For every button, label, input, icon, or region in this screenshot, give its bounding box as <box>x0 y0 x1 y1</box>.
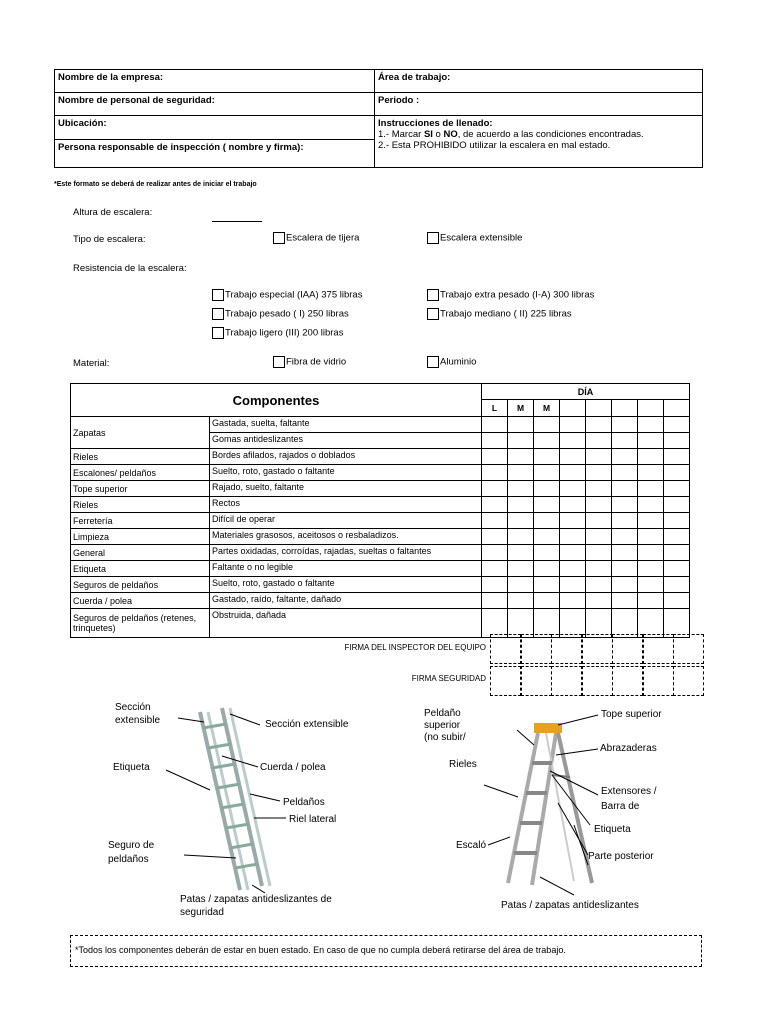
day-check-cell[interactable] <box>612 433 638 449</box>
r3-option[interactable]: Trabajo pesado ( I) 250 libras <box>212 308 349 320</box>
responsable-cell[interactable]: Persona responsable de inspección ( nombre y firma): <box>55 140 375 168</box>
component-name: Cuerda / polea <box>71 593 210 609</box>
day-check-cell[interactable] <box>664 497 690 513</box>
instrucciones-cell: Instrucciones de llenado: 1.- Marcar SI o NO, de acuerdo a las condiciones encontradas. 2.- Esta PROHIBIDO utilizar la escalera en mal estado. <box>375 116 703 168</box>
ubicacion-cell[interactable]: Ubicación: <box>55 116 375 140</box>
day-check-cell[interactable] <box>508 561 534 577</box>
patas-right-label: Patas / zapatas antideslizantes <box>501 900 639 911</box>
dia-header: DÍA <box>482 384 690 400</box>
day-check-cell[interactable] <box>612 561 638 577</box>
fibra-checkbox[interactable] <box>273 356 285 368</box>
day-check-cell[interactable] <box>586 529 612 545</box>
day-check-cell[interactable] <box>664 417 690 433</box>
day-check-cell[interactable] <box>638 449 664 465</box>
day-check-cell[interactable] <box>638 545 664 561</box>
day-check-cell[interactable] <box>586 497 612 513</box>
day-check-cell[interactable] <box>638 561 664 577</box>
firma-inspector-label: FIRMA DEL INSPECTOR DEL EQUIPO <box>344 643 486 652</box>
r4-checkbox[interactable] <box>427 308 439 320</box>
day-check-cell[interactable] <box>612 529 638 545</box>
table-row <box>71 529 690 545</box>
personal-cell[interactable]: Nombre de personal de seguridad: <box>55 93 375 116</box>
day-check-cell[interactable] <box>560 593 586 609</box>
day-check-cell[interactable] <box>560 561 586 577</box>
day-check-cell[interactable] <box>482 465 508 481</box>
step-ladder-icon <box>508 723 592 885</box>
peldanos-label: Peldaños <box>283 797 325 808</box>
day-check-cell[interactable] <box>664 513 690 529</box>
components-title: Componentes <box>71 384 482 417</box>
day-check-cell[interactable] <box>612 577 638 593</box>
table-row <box>71 481 690 497</box>
day-check-cell[interactable] <box>534 497 560 513</box>
day-check-cell[interactable] <box>664 465 690 481</box>
day-check-cell[interactable] <box>508 433 534 449</box>
day-check-cell[interactable] <box>560 433 586 449</box>
signature-box[interactable] <box>643 634 674 664</box>
note-top: *Este formato se deberá de realizar antes de iniciar el trabajo <box>54 181 257 188</box>
component-name: Ferretería <box>71 513 210 529</box>
day-check-cell[interactable] <box>482 545 508 561</box>
day-check-cell[interactable] <box>508 449 534 465</box>
signature-box[interactable] <box>612 666 643 696</box>
day-check-cell[interactable] <box>482 593 508 609</box>
signature-box[interactable] <box>643 666 674 696</box>
day-check-cell[interactable] <box>612 417 638 433</box>
table-row <box>71 497 690 513</box>
r5-checkbox[interactable] <box>212 327 224 339</box>
day-header-2: M <box>534 400 560 417</box>
riel-lateral-label: Riel lateral <box>289 814 337 825</box>
table-row <box>71 417 690 433</box>
components-table <box>70 383 690 638</box>
extensible-option[interactable]: Escalera extensible <box>427 232 522 244</box>
day-header-0: L <box>482 400 508 417</box>
area-cell[interactable]: Área de trabajo: <box>375 70 703 93</box>
signature-box[interactable] <box>582 634 613 664</box>
signature-box[interactable] <box>612 634 643 664</box>
patas-left-label-b: seguridad <box>180 907 224 918</box>
table-row <box>71 465 690 481</box>
day-check-cell[interactable] <box>638 481 664 497</box>
component-condition: Gastado, raído, faltante, dañado <box>210 593 482 609</box>
aluminio-checkbox[interactable] <box>427 356 439 368</box>
rieles-label: Rieles <box>449 759 477 770</box>
peldano-label-a: Peldaño <box>424 708 461 719</box>
component-condition: Obstruida, dañada <box>210 609 482 638</box>
day-check-cell[interactable] <box>534 449 560 465</box>
component-name: Tope superior <box>71 481 210 497</box>
signature-box[interactable] <box>582 666 613 696</box>
table-row <box>71 593 690 609</box>
component-name: Rieles <box>71 449 210 465</box>
aluminio-option[interactable]: Aluminio <box>427 356 476 368</box>
day-check-cell[interactable] <box>534 593 560 609</box>
day-header-1: M <box>508 400 534 417</box>
day-check-cell[interactable] <box>664 577 690 593</box>
component-name: General <box>71 545 210 561</box>
altura-label: Altura de escalera: <box>73 207 153 218</box>
patas-left-label-a: Patas / zapatas antideslizantes de <box>180 894 332 905</box>
day-check-cell[interactable] <box>586 481 612 497</box>
day-check-cell[interactable] <box>534 465 560 481</box>
day-check-cell[interactable] <box>482 481 508 497</box>
seguro-label-a: Seguro de <box>108 840 155 851</box>
day-check-cell[interactable] <box>534 417 560 433</box>
day-check-cell[interactable] <box>612 593 638 609</box>
day-check-cell[interactable] <box>508 497 534 513</box>
day-check-cell[interactable] <box>664 481 690 497</box>
component-condition: Gomas antideslizantes <box>210 433 482 449</box>
seccion-extensible-label: Sección extensible <box>265 719 349 730</box>
day-check-cell[interactable] <box>534 561 560 577</box>
day-check-cell[interactable] <box>482 417 508 433</box>
signature-box[interactable] <box>521 634 552 664</box>
r2-option[interactable]: Trabajo extra pesado (I-A) 300 libras <box>427 289 594 301</box>
day-check-cell[interactable] <box>586 433 612 449</box>
day-check-cell[interactable] <box>612 513 638 529</box>
day-check-cell[interactable] <box>534 529 560 545</box>
day-check-cell[interactable] <box>612 465 638 481</box>
signature-box[interactable] <box>551 666 582 696</box>
day-check-cell[interactable] <box>508 577 534 593</box>
component-condition: Suelto, roto, gastado o faltante <box>210 465 482 481</box>
periodo-cell[interactable]: Periodo : <box>375 93 703 116</box>
instruction-1: 1.- Marcar SI o NO, de acuerdo a las condiciones encontradas. <box>378 129 644 140</box>
day-check-cell[interactable] <box>482 577 508 593</box>
seccion-label-a: Sección <box>115 702 151 713</box>
day-check-cell[interactable] <box>534 481 560 497</box>
extension-ladder-icon <box>200 708 270 890</box>
component-name: Rieles <box>71 497 210 513</box>
day-check-cell[interactable] <box>508 481 534 497</box>
day-check-cell[interactable] <box>534 513 560 529</box>
material-label: Material: <box>73 358 110 369</box>
component-name: Escalones/ peldaños <box>71 465 210 481</box>
day-header-5 <box>612 400 638 417</box>
seguro-label-b: peldaños <box>108 854 149 865</box>
component-condition: Materiales grasosos, aceitosos o resbaladizos. <box>210 529 482 545</box>
signature-box[interactable] <box>490 666 521 696</box>
peldano-label-c: (no subir/ <box>424 732 466 743</box>
signature-box[interactable] <box>673 634 704 664</box>
day-check-cell[interactable] <box>482 513 508 529</box>
left-pointer-lines <box>166 714 286 893</box>
day-check-cell[interactable] <box>508 465 534 481</box>
tope-superior-label: Tope superior <box>601 709 662 720</box>
day-header-4 <box>586 400 612 417</box>
empresa-cell[interactable]: Nombre de la empresa: <box>55 70 375 93</box>
day-check-cell[interactable] <box>560 529 586 545</box>
header-table <box>54 69 703 168</box>
day-check-cell[interactable] <box>560 449 586 465</box>
day-check-cell[interactable] <box>664 449 690 465</box>
signature-box[interactable] <box>673 666 704 696</box>
day-check-cell[interactable] <box>508 529 534 545</box>
day-check-cell[interactable] <box>664 561 690 577</box>
table-row <box>71 449 690 465</box>
component-condition: Rajado, suelto, faltante <box>210 481 482 497</box>
component-name: Limpieza <box>71 529 210 545</box>
day-check-cell[interactable] <box>638 497 664 513</box>
day-check-cell[interactable] <box>560 465 586 481</box>
day-check-cell[interactable] <box>612 497 638 513</box>
resistencia-label: Resistencia de la escalera: <box>73 263 187 274</box>
component-condition: Rectos <box>210 497 482 513</box>
extensible-checkbox[interactable] <box>427 232 439 244</box>
day-check-cell[interactable] <box>508 513 534 529</box>
r4-option[interactable]: Trabajo mediano ( II) 225 libras <box>427 308 572 320</box>
day-check-cell[interactable] <box>612 481 638 497</box>
signature-box[interactable] <box>490 634 521 664</box>
component-condition: Gastada, suelta, faltante <box>210 417 482 433</box>
day-check-cell[interactable] <box>586 593 612 609</box>
day-check-cell[interactable] <box>638 433 664 449</box>
peldano-label-b: superior <box>424 720 461 731</box>
day-header-7 <box>664 400 690 417</box>
component-name: Zapatas <box>71 417 210 449</box>
day-check-cell[interactable] <box>664 529 690 545</box>
day-check-cell[interactable] <box>560 513 586 529</box>
r5-option[interactable]: Trabajo ligero (III) 200 libras <box>212 327 343 339</box>
right-pointer-lines <box>484 715 598 895</box>
seccion-label-b: extensible <box>115 715 161 726</box>
instruction-2: 2.- Esta PROHIBIDO utilizar la escalera en mal estado. <box>378 140 611 151</box>
component-condition: Suelto, roto, gastado o faltante <box>210 577 482 593</box>
extensores-label-b: Barra de <box>601 801 640 812</box>
day-check-cell[interactable] <box>482 497 508 513</box>
day-check-cell[interactable] <box>638 577 664 593</box>
component-name: Etiqueta <box>71 561 210 577</box>
altura-input-line[interactable] <box>212 221 262 222</box>
day-check-cell[interactable] <box>638 529 664 545</box>
tipo-label: Tipo de escalera: <box>73 234 146 245</box>
day-check-cell[interactable] <box>586 545 612 561</box>
day-check-cell[interactable] <box>586 417 612 433</box>
parte-posterior-label: Parte posterior <box>588 851 654 862</box>
table-row <box>71 545 690 561</box>
day-check-cell[interactable] <box>508 417 534 433</box>
r1-checkbox[interactable] <box>212 289 224 301</box>
day-check-cell[interactable] <box>586 561 612 577</box>
day-check-cell[interactable] <box>612 545 638 561</box>
etiqueta-left-label: Etiqueta <box>113 762 150 773</box>
component-condition: Faltante o no legible <box>210 561 482 577</box>
r1-option[interactable]: Trabajo especial (IAA) 375 libras <box>212 289 362 301</box>
signature-box[interactable] <box>551 634 582 664</box>
day-check-cell[interactable] <box>482 561 508 577</box>
day-check-cell[interactable] <box>534 433 560 449</box>
day-check-cell[interactable] <box>482 433 508 449</box>
step-ladder-diagram <box>470 705 670 905</box>
signature-box[interactable] <box>521 666 552 696</box>
extensores-label-a: Extensores / <box>601 786 657 797</box>
day-check-cell[interactable] <box>638 465 664 481</box>
tijera-option[interactable]: Escalera de tijera <box>273 232 359 244</box>
cuerda-label: Cuerda / polea <box>260 762 326 773</box>
day-check-cell[interactable] <box>638 593 664 609</box>
footer-note: *Todos los componentes deberán de estar en buen estado. En caso de que no cumpla deberá retirarse del área de trabajo. <box>70 935 702 967</box>
tijera-checkbox[interactable] <box>273 232 285 244</box>
day-check-cell[interactable] <box>586 465 612 481</box>
component-condition: Bordes afilados, rajados o doblados <box>210 449 482 465</box>
table-row <box>71 561 690 577</box>
day-check-cell[interactable] <box>560 417 586 433</box>
day-check-cell[interactable] <box>534 545 560 561</box>
day-check-cell[interactable] <box>586 577 612 593</box>
day-check-cell[interactable] <box>586 513 612 529</box>
table-row <box>71 577 690 593</box>
escalon-label: Escaló <box>456 840 487 851</box>
day-check-cell[interactable] <box>482 449 508 465</box>
r3-checkbox[interactable] <box>212 308 224 320</box>
component-name: Seguros de peldaños <box>71 577 210 593</box>
day-check-cell[interactable] <box>664 593 690 609</box>
abrazaderas-label: Abrazaderas <box>600 743 657 754</box>
day-header-6 <box>638 400 664 417</box>
r2-checkbox[interactable] <box>427 289 439 301</box>
component-condition: Difícil de operar <box>210 513 482 529</box>
firma-seguridad-label: FIRMA SEGURIDAD <box>411 674 486 683</box>
day-check-cell[interactable] <box>638 513 664 529</box>
day-check-cell[interactable] <box>612 449 638 465</box>
fibra-option[interactable]: Fibra de vidrio <box>273 356 346 368</box>
day-check-cell[interactable] <box>534 577 560 593</box>
day-check-cell[interactable] <box>560 577 586 593</box>
day-check-cell[interactable] <box>664 545 690 561</box>
day-check-cell[interactable] <box>664 433 690 449</box>
day-check-cell[interactable] <box>586 449 612 465</box>
day-check-cell[interactable] <box>508 593 534 609</box>
day-check-cell[interactable] <box>560 545 586 561</box>
component-name: Seguros de peldaños (retenes, trinquetes) <box>71 609 210 638</box>
day-check-cell[interactable] <box>560 497 586 513</box>
day-header-3 <box>560 400 586 417</box>
day-check-cell[interactable] <box>560 481 586 497</box>
etiqueta-right-label: Etiqueta <box>594 824 631 835</box>
day-check-cell[interactable] <box>508 545 534 561</box>
day-check-cell[interactable] <box>638 417 664 433</box>
table-row <box>71 513 690 529</box>
day-check-cell[interactable] <box>482 529 508 545</box>
component-condition: Partes oxidadas, corroídas, rajadas, sueltas o faltantes <box>210 545 482 561</box>
